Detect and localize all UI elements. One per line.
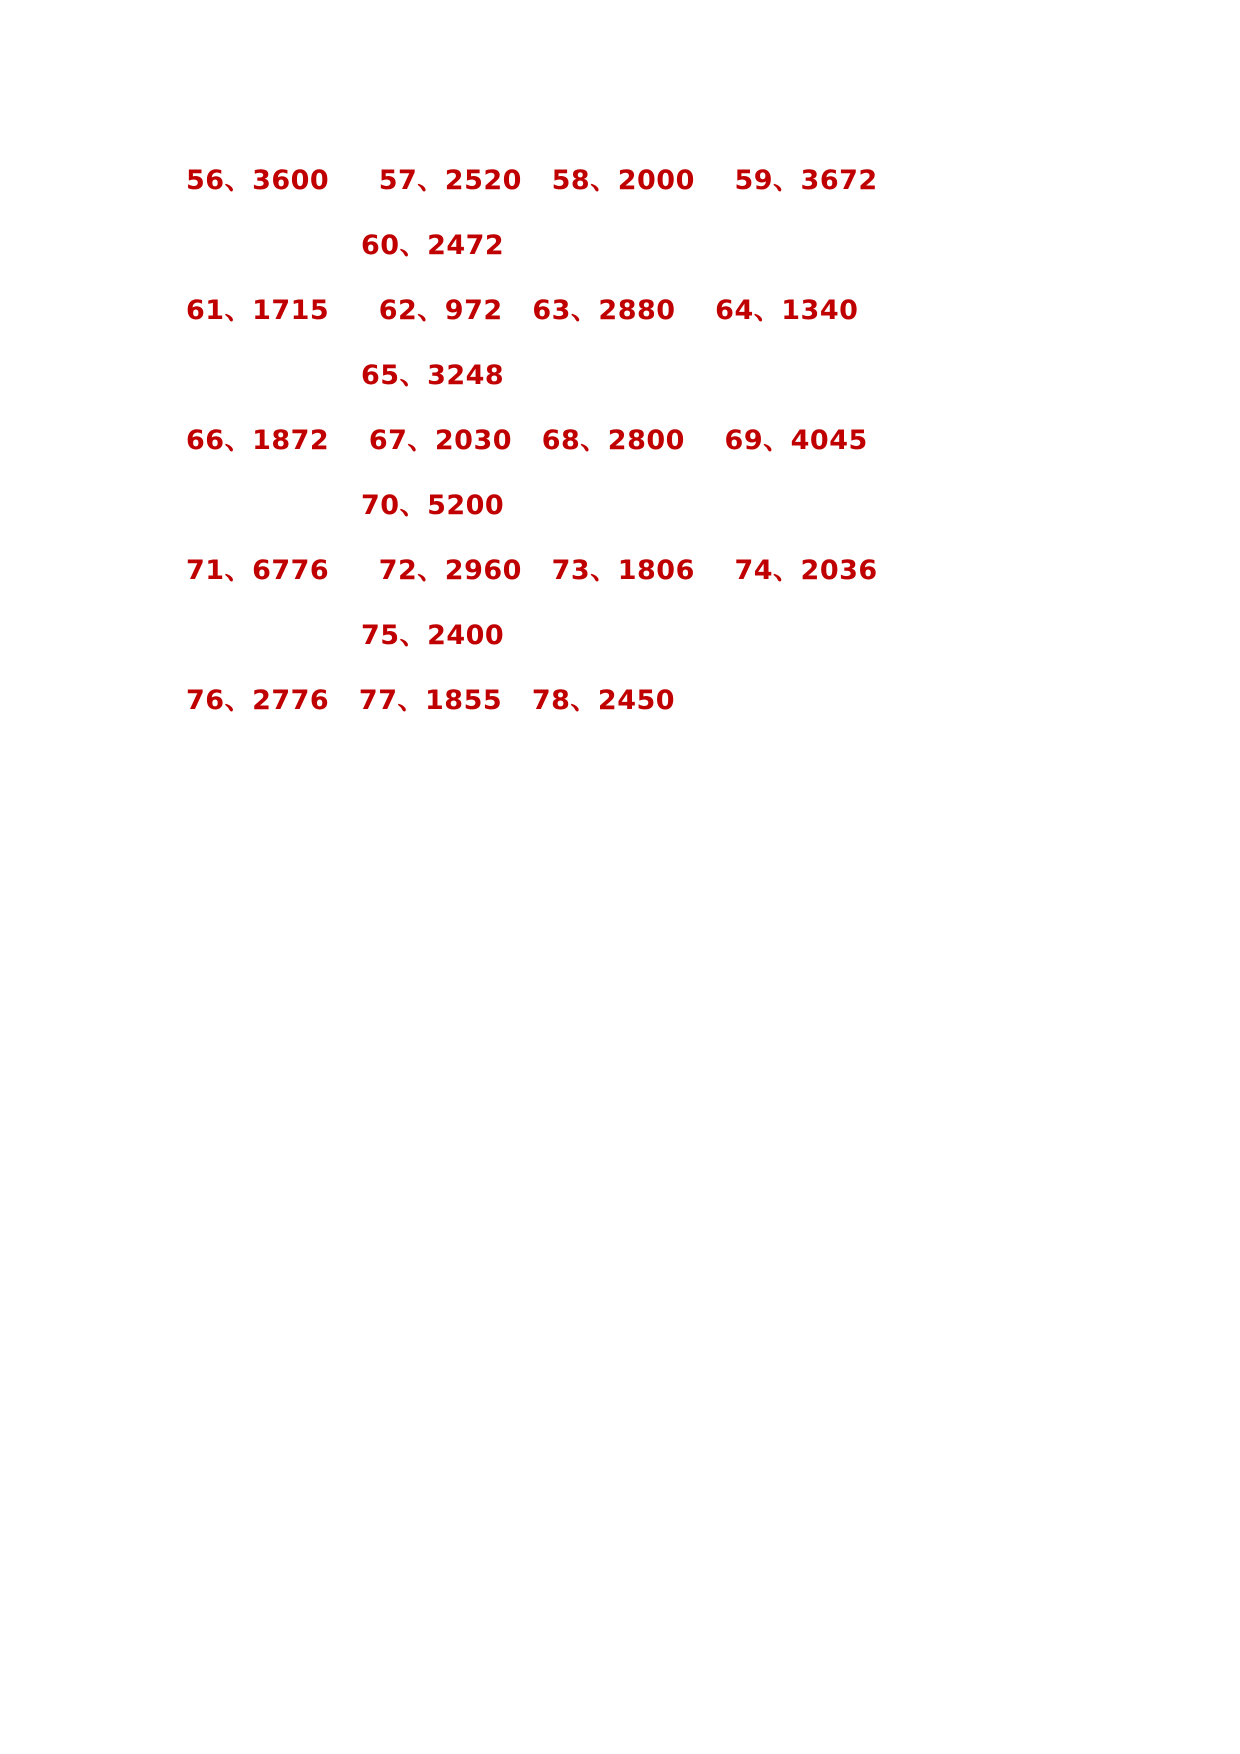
answer-line: 76、2776 77、1855 78、2450 (186, 685, 676, 716)
answer-line: 61、1715 62、972 63、2880 64、1340 (186, 295, 859, 326)
answer-line: 65、3248 (361, 360, 505, 391)
answer-line: 60、2472 (361, 230, 505, 261)
answer-key-block (186, 148, 1066, 733)
answer-line: 70、5200 (361, 490, 505, 521)
answer-line: 75、2400 (361, 620, 505, 651)
answer-line: 66、1872 67、2030 68、2800 69、4045 (186, 425, 868, 456)
answer-line: 56、3600 57、2520 58、2000 59、3672 (186, 165, 878, 196)
answer-line: 71、6776 72、2960 73、1806 74、2036 (186, 555, 878, 586)
